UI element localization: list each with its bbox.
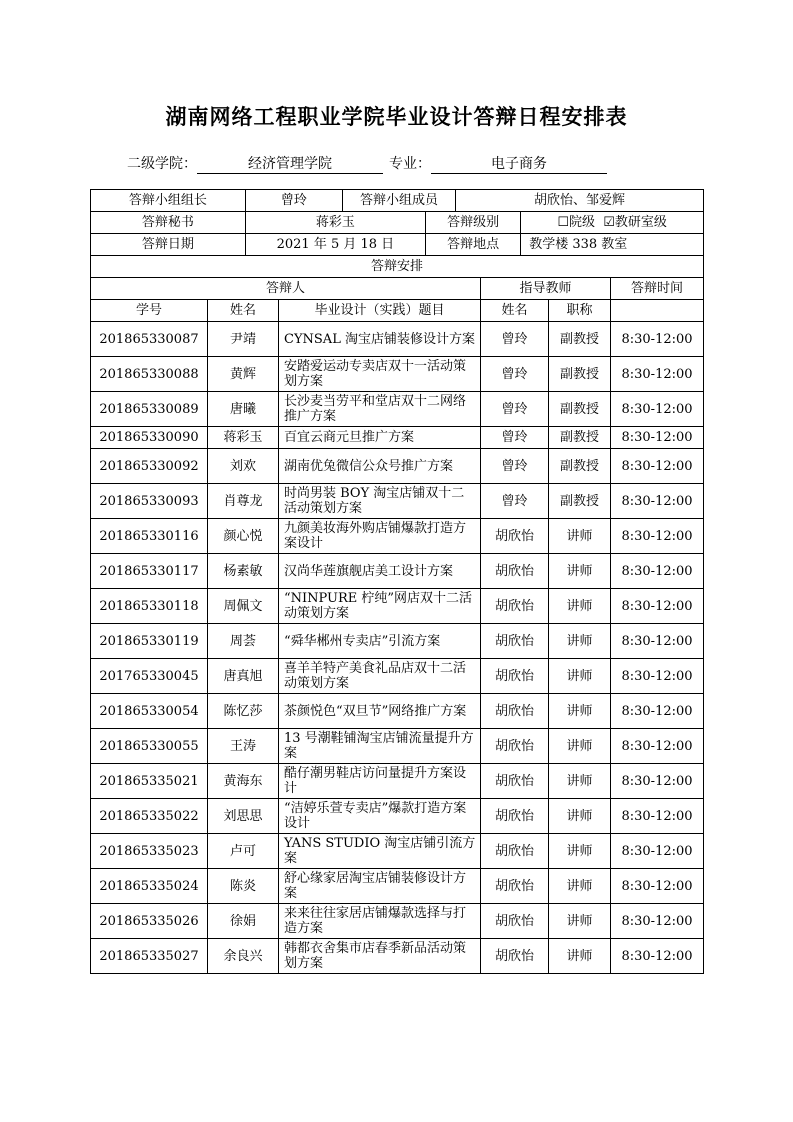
info-row-leader	[91, 190, 704, 212]
teacher-name: 胡欣怡	[481, 869, 549, 904]
student-name: 周佩文	[208, 589, 279, 624]
student-name: 徐娟	[208, 904, 279, 939]
col-teacher-name: 姓名	[481, 300, 549, 322]
teacher-title: 讲师	[549, 694, 611, 729]
document-title: 湖南网络工程职业学院毕业设计答辩日程安排表	[165, 105, 628, 129]
teacher-title: 副教授	[549, 392, 611, 427]
col-student-name: 姓名	[208, 300, 279, 322]
teacher-name: 胡欣怡	[481, 624, 549, 659]
teacher-name: 胡欣怡	[481, 799, 549, 834]
topic: 汉尚华莲旗舰店美工设计方案	[279, 554, 481, 589]
student-id: 201865330093	[91, 484, 208, 519]
group-time: 答辩时间	[611, 278, 704, 300]
student-name: 王涛	[208, 729, 279, 764]
defense-time: 8:30-12:00	[611, 392, 704, 427]
student-id: 201865330088	[91, 357, 208, 392]
group-header-row	[91, 278, 704, 300]
topic: 安踏爱运动专卖店双十一活动策划方案	[279, 357, 481, 392]
table-row	[91, 554, 704, 589]
meta-line	[127, 153, 607, 174]
college-value: 经济管理学院	[197, 155, 383, 174]
student-name: 余良兴	[208, 939, 279, 974]
teacher-title: 副教授	[549, 427, 611, 449]
teacher-title: 讲师	[549, 729, 611, 764]
table-row	[91, 834, 704, 869]
date-label: 答辩日期	[91, 234, 245, 255]
teacher-name: 胡欣怡	[481, 694, 549, 729]
defense-time: 8:30-12:00	[611, 834, 704, 869]
student-id: 201865330117	[91, 554, 208, 589]
topic: 茶颜悦色“双旦节”网络推广方案	[279, 694, 481, 729]
student-id: 201865335024	[91, 869, 208, 904]
leader-label: 答辩小组组长	[91, 190, 245, 211]
section-title: 答辩安排	[91, 256, 704, 278]
group-teacher: 指导教师	[481, 278, 611, 300]
teacher-title: 讲师	[549, 589, 611, 624]
topic: YANS STUDIO 淘宝店铺引流方案	[279, 834, 481, 869]
college-label: 二级学院：	[127, 156, 197, 172]
major-value: 电子商务	[431, 155, 607, 174]
student-name: 颜心悦	[208, 519, 279, 554]
student-id: 201865335021	[91, 764, 208, 799]
student-name: 黄海东	[208, 764, 279, 799]
table-row	[91, 729, 704, 764]
student-id: 201865330089	[91, 392, 208, 427]
location-value: 教学楼 338 教室	[529, 237, 628, 252]
topic: 长沙麦当劳平和堂店双十二网络推广方案	[279, 392, 481, 427]
level-label: 答辩级别	[426, 212, 521, 233]
teacher-name: 胡欣怡	[481, 939, 549, 974]
defense-time: 8:30-12:00	[611, 519, 704, 554]
teacher-name: 曾玲	[481, 392, 549, 427]
teacher-title: 副教授	[549, 357, 611, 392]
defense-time: 8:30-12:00	[611, 939, 704, 974]
section-title-row	[91, 256, 704, 278]
defense-time: 8:30-12:00	[611, 357, 704, 392]
defense-time: 8:30-12:00	[611, 554, 704, 589]
leader-value: 曾玲	[245, 190, 342, 211]
table-row	[91, 939, 704, 974]
column-header-row	[91, 300, 704, 322]
checkbox-unchecked-icon: ☐	[557, 215, 569, 230]
teacher-name: 胡欣怡	[481, 519, 549, 554]
table-row	[91, 764, 704, 799]
schedule-table	[90, 189, 704, 974]
defense-time: 8:30-12:00	[611, 764, 704, 799]
student-id: 201865335023	[91, 834, 208, 869]
student-id: 201865335026	[91, 904, 208, 939]
teacher-name: 曾玲	[481, 357, 549, 392]
teacher-name: 胡欣怡	[481, 904, 549, 939]
student-id: 201865330087	[91, 322, 208, 357]
topic: 来来往往家居店铺爆款选择与打造方案	[279, 904, 481, 939]
secretary-label: 答辩秘书	[91, 212, 245, 233]
defense-time: 8:30-12:00	[611, 694, 704, 729]
student-id: 201865330054	[91, 694, 208, 729]
student-id: 201865330119	[91, 624, 208, 659]
info-row-date	[91, 234, 704, 256]
teacher-title: 讲师	[549, 834, 611, 869]
table-row	[91, 357, 704, 392]
members-value: 胡欣怡、邹爱辉	[534, 193, 626, 208]
topic: 九颜美妆海外购店铺爆款打造方案设计	[279, 519, 481, 554]
topic: 喜羊羊特产美食礼品店双十二活动策划方案	[279, 659, 481, 694]
teacher-name: 胡欣怡	[481, 729, 549, 764]
location-label: 答辩地点	[426, 234, 521, 255]
checkbox-checked-icon: ☑	[603, 215, 615, 230]
teacher-title: 讲师	[549, 904, 611, 939]
teacher-title: 副教授	[549, 322, 611, 357]
table-row	[91, 392, 704, 427]
teacher-name: 胡欣怡	[481, 764, 549, 799]
topic: 舒心缘家居淘宝店铺装修设计方案	[279, 869, 481, 904]
info-row-secretary	[91, 212, 704, 234]
student-id: 201865330092	[91, 449, 208, 484]
topic: 韩都衣舍集市店春季新品活动策划方案	[279, 939, 481, 974]
teacher-name: 曾玲	[481, 322, 549, 357]
student-id: 201765330045	[91, 659, 208, 694]
teacher-title: 讲师	[549, 869, 611, 904]
student-name: 刘欢	[208, 449, 279, 484]
col-time	[611, 300, 704, 322]
student-id: 201865330055	[91, 729, 208, 764]
table-row	[91, 904, 704, 939]
teacher-title: 讲师	[549, 799, 611, 834]
col-teacher-title: 职称	[549, 300, 611, 322]
student-id: 201865335027	[91, 939, 208, 974]
student-name: 陈炎	[208, 869, 279, 904]
student-name: 刘思思	[208, 799, 279, 834]
student-id: 201865330118	[91, 589, 208, 624]
topic: 时尚男装 BOY 淘宝店铺双十二活动策划方案	[279, 484, 481, 519]
teacher-name: 胡欣怡	[481, 589, 549, 624]
defense-time: 8:30-12:00	[611, 869, 704, 904]
student-name: 周荟	[208, 624, 279, 659]
defense-time: 8:30-12:00	[611, 427, 704, 449]
defense-time: 8:30-12:00	[611, 322, 704, 357]
table-row	[91, 449, 704, 484]
student-id: 201865330090	[91, 427, 208, 449]
major-label: 专业：	[389, 156, 431, 172]
teacher-name: 胡欣怡	[481, 834, 549, 869]
student-name: 卢可	[208, 834, 279, 869]
teacher-name: 曾玲	[481, 427, 549, 449]
topic: “NINPURE 柠纯”网店双十二活动策划方案	[279, 589, 481, 624]
topic: 酷仔潮男鞋店访问量提升方案设计	[279, 764, 481, 799]
defense-time: 8:30-12:00	[611, 799, 704, 834]
members-label: 答辩小组成员	[342, 190, 455, 211]
defense-time: 8:30-12:00	[611, 904, 704, 939]
table-row	[91, 659, 704, 694]
teacher-title: 讲师	[549, 519, 611, 554]
topic: 百宜云商元旦推广方案	[279, 427, 481, 449]
table-row	[91, 427, 704, 449]
student-name: 尹靖	[208, 322, 279, 357]
teacher-name: 曾玲	[481, 449, 549, 484]
secretary-value: 蒋彩玉	[245, 212, 425, 233]
group-student: 答辩人	[91, 278, 481, 300]
student-name: 蒋彩玉	[208, 427, 279, 449]
student-name: 唐曦	[208, 392, 279, 427]
student-id: 201865335022	[91, 799, 208, 834]
topic: “舜华郴州专卖店”引流方案	[279, 624, 481, 659]
topic: 湖南优兔微信公众号推广方案	[279, 449, 481, 484]
teacher-name: 胡欣怡	[481, 659, 549, 694]
topic: CYNSAL 淘宝店铺装修设计方案	[279, 322, 481, 357]
defense-time: 8:30-12:00	[611, 729, 704, 764]
table-row	[91, 589, 704, 624]
teacher-title: 讲师	[549, 624, 611, 659]
date-value: 2021 年 5 月 18 日	[245, 234, 425, 255]
defense-time: 8:30-12:00	[611, 484, 704, 519]
topic: 13 号潮鞋铺淘宝店铺流量提升方案	[279, 729, 481, 764]
student-name: 肖尊龙	[208, 484, 279, 519]
student-id: 201865330116	[91, 519, 208, 554]
table-row	[91, 624, 704, 659]
teacher-title: 讲师	[549, 554, 611, 589]
teacher-title: 讲师	[549, 764, 611, 799]
table-row	[91, 322, 704, 357]
student-name: 陈忆莎	[208, 694, 279, 729]
level-value	[521, 212, 703, 233]
table-row	[91, 694, 704, 729]
col-topic: 毕业设计（实践）题目	[279, 300, 481, 322]
table-row	[91, 519, 704, 554]
table-row	[91, 799, 704, 834]
topic: “洁婷乐萱专卖店”爆款打造方案设计	[279, 799, 481, 834]
teacher-name: 曾玲	[481, 484, 549, 519]
table-row	[91, 869, 704, 904]
student-name: 唐真旭	[208, 659, 279, 694]
teacher-title: 讲师	[549, 659, 611, 694]
defense-time: 8:30-12:00	[611, 589, 704, 624]
level-option-college: 院级	[568, 215, 595, 230]
table-row	[91, 484, 704, 519]
defense-time: 8:30-12:00	[611, 659, 704, 694]
defense-time: 8:30-12:00	[611, 624, 704, 659]
defense-time: 8:30-12:00	[611, 449, 704, 484]
col-student-id: 学号	[91, 300, 208, 322]
teacher-title: 副教授	[549, 449, 611, 484]
student-name: 黄辉	[208, 357, 279, 392]
teacher-title: 副教授	[549, 484, 611, 519]
teacher-name: 胡欣怡	[481, 554, 549, 589]
teacher-title: 讲师	[549, 939, 611, 974]
level-option-department: 教研室级	[614, 215, 667, 230]
student-name: 杨素敏	[208, 554, 279, 589]
